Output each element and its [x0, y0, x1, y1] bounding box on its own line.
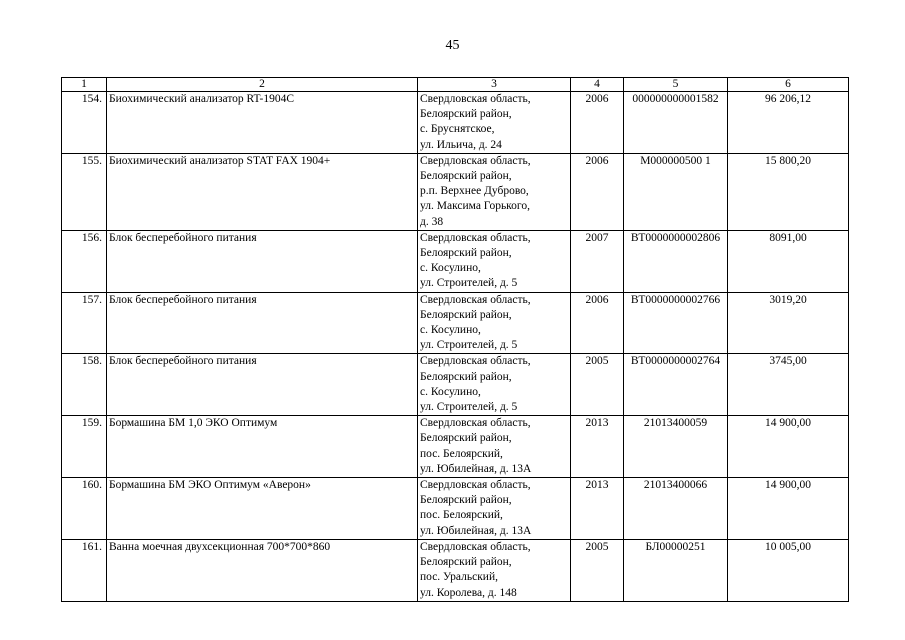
address-line: Белоярский район,: [420, 432, 512, 445]
address-line: ул. Максима Горького,: [420, 200, 530, 213]
address-line: Свердловская область,: [420, 231, 531, 244]
address-line: Белоярский район,: [420, 308, 512, 321]
address-line: Белоярский район,: [420, 556, 512, 569]
row-number: 155.: [62, 153, 107, 230]
item-year: 2006: [571, 153, 624, 230]
address-line: ул. Ильича, д. 24: [420, 138, 502, 151]
item-year: 2007: [571, 230, 624, 292]
item-inventory-number: ВТ0000000002766: [624, 292, 728, 354]
address-line: с. Косулино,: [420, 385, 481, 398]
address-line: д. 38: [420, 215, 444, 228]
row-number: 158.: [62, 354, 107, 416]
address-line: ул. Королева, д. 148: [420, 586, 517, 599]
item-name: Ванна моечная двухсекционная 700*700*860: [107, 539, 418, 601]
item-inventory-number: ВТ0000000002764: [624, 354, 728, 416]
address-line: Свердловская область,: [420, 93, 531, 105]
item-address: [418, 153, 571, 230]
address-line: ул. Строителей, д. 5: [420, 277, 518, 290]
item-name: Биохимический анализатор RT-1904С: [107, 92, 418, 154]
address-line: ул. Строителей, д. 5: [420, 339, 518, 352]
table-row: [62, 416, 849, 478]
row-number: 157.: [62, 292, 107, 354]
item-address: [418, 354, 571, 416]
row-number: 159.: [62, 416, 107, 478]
address-line: ул. Юбилейная, д. 13А: [420, 524, 532, 537]
inventory-table: [61, 77, 849, 602]
item-inventory-number: БЛ00000251: [624, 539, 728, 601]
item-year: 2005: [571, 354, 624, 416]
item-cost: 8091,00: [728, 230, 849, 292]
address-line: Белоярский район,: [420, 247, 512, 260]
address-line: Свердловская область,: [420, 417, 531, 430]
table-row: [62, 230, 849, 292]
item-cost: 3019,20: [728, 292, 849, 354]
header-col-1: 1: [62, 78, 107, 92]
address-line: с. Косулино,: [420, 262, 481, 275]
table-row: [62, 539, 849, 601]
item-name: Блок бесперебойного питания: [107, 292, 418, 354]
header-col-2: 2: [107, 78, 418, 92]
table-row: [62, 354, 849, 416]
item-cost: 96 206,12: [728, 92, 849, 154]
address-line: ул. Строителей, д. 5: [420, 401, 518, 414]
address-line: с. Косулино,: [420, 324, 481, 337]
item-address: [418, 230, 571, 292]
address-line: ул. Юбилейная, д. 13А: [420, 462, 532, 475]
item-name: Блок бесперебойного питания: [107, 230, 418, 292]
item-name: Бормашина БМ ЭКО Оптимум «Аверон»: [107, 478, 418, 540]
item-address: [418, 292, 571, 354]
item-address: [418, 416, 571, 478]
address-line: Свердловская область,: [420, 293, 531, 306]
row-number: 160.: [62, 478, 107, 540]
item-address: [418, 478, 571, 540]
address-line: Белоярский район,: [420, 108, 512, 121]
row-number: 161.: [62, 539, 107, 601]
item-inventory-number: ВТ0000000002806: [624, 230, 728, 292]
row-number: 156.: [62, 230, 107, 292]
item-address: [418, 92, 571, 154]
item-year: 2005: [571, 539, 624, 601]
header-row: [62, 78, 849, 92]
item-cost: 14 900,00: [728, 416, 849, 478]
address-line: с. Бруснятское,: [420, 123, 495, 136]
item-inventory-number: 21013400066: [624, 478, 728, 540]
item-cost: 3745,00: [728, 354, 849, 416]
address-line: пос. Белоярский,: [420, 447, 503, 460]
address-line: р.п. Верхнее Дуброво,: [420, 185, 529, 198]
item-year: 2006: [571, 292, 624, 354]
item-cost: 14 900,00: [728, 478, 849, 540]
header-col-4: 4: [571, 78, 624, 92]
item-year: 2013: [571, 416, 624, 478]
item-name: Блок бесперебойного питания: [107, 354, 418, 416]
address-line: Свердловская область,: [420, 540, 531, 553]
item-inventory-number: 21013400059: [624, 416, 728, 478]
item-name: Бормашина БМ 1,0 ЭКО Оптимум: [107, 416, 418, 478]
header-col-3: 3: [418, 78, 571, 92]
item-inventory-number: М000000500 1: [624, 153, 728, 230]
item-cost: 15 800,20: [728, 153, 849, 230]
address-line: Свердловская область,: [420, 355, 531, 368]
address-line: пос. Белоярский,: [420, 509, 503, 522]
table-row: [62, 92, 849, 154]
item-year: 2006: [571, 92, 624, 154]
address-line: Белоярский район,: [420, 370, 512, 383]
address-line: Свердловская область,: [420, 154, 531, 167]
table-row: [62, 478, 849, 540]
item-inventory-number: 000000000001582: [624, 92, 728, 154]
address-line: Белоярский район,: [420, 494, 512, 507]
page-number: 45: [445, 38, 460, 53]
header-col-5: 5: [624, 78, 728, 92]
header-col-6: 6: [728, 78, 849, 92]
row-number: 154.: [62, 92, 107, 154]
address-line: пос. Уральский,: [420, 571, 498, 584]
item-year: 2013: [571, 478, 624, 540]
table-row: [62, 292, 849, 354]
address-line: Свердловская область,: [420, 479, 531, 492]
table-row: [62, 153, 849, 230]
item-address: [418, 539, 571, 601]
address-line: Белоярский район,: [420, 170, 512, 183]
item-name: Биохимический анализатор STAT FAX 1904+: [107, 153, 418, 230]
item-cost: 10 005,00: [728, 539, 849, 601]
